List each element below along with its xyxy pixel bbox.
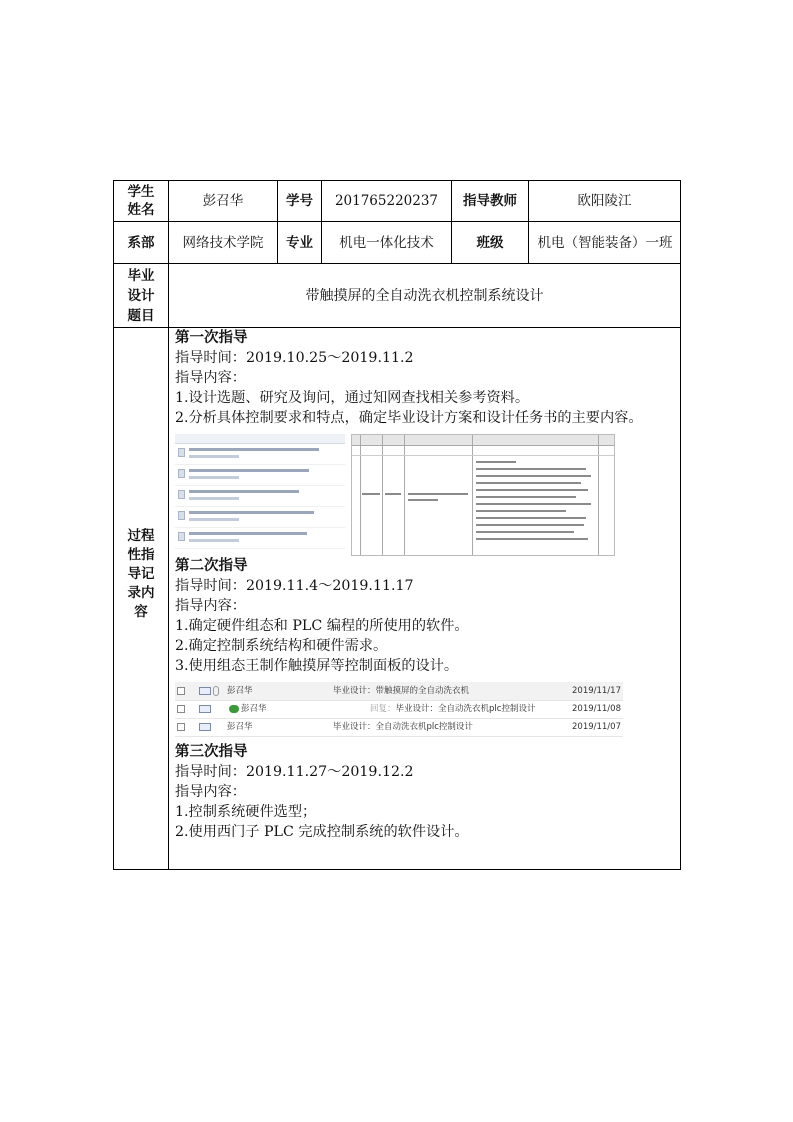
class-name: 机电（智能装备）一班 bbox=[537, 234, 673, 251]
attachment-icon bbox=[213, 686, 219, 696]
department: 网络技术学院 bbox=[182, 234, 264, 251]
attachment-item bbox=[175, 507, 345, 528]
cnki-search-screenshot bbox=[175, 434, 615, 556]
checkbox bbox=[177, 723, 185, 731]
major-label: 专业 bbox=[286, 234, 313, 251]
session-1-time: 指导时间：2019.10.25～2019.11.2 bbox=[175, 350, 414, 366]
session-3-content-label: 指导内容： bbox=[175, 784, 246, 800]
email-date: 2019/11/17 bbox=[572, 686, 621, 696]
attachment-item bbox=[175, 444, 345, 465]
session-2-item: 3.使用组态王制作触摸屏等控制面板的设计。 bbox=[175, 658, 459, 674]
student-name: 彭召华 bbox=[202, 193, 244, 209]
email-list-screenshot bbox=[175, 682, 623, 738]
envelope-icon bbox=[199, 705, 211, 713]
email-subject: 毕业设计：带触摸屏的全自动洗衣机 bbox=[333, 686, 470, 696]
session-1-content-label: 指导内容： bbox=[175, 370, 246, 386]
major: 机电一体化技术 bbox=[339, 234, 434, 251]
file-icon bbox=[178, 448, 185, 457]
session-1-heading: 第一次指导 bbox=[175, 330, 248, 346]
advisor-name: 欧阳陵江 bbox=[577, 193, 632, 209]
checkbox bbox=[177, 705, 185, 713]
session-2-time: 指导时间：2019.11.4～2019.11.17 bbox=[175, 578, 414, 594]
file-icon bbox=[178, 490, 185, 499]
attachment-item bbox=[175, 528, 345, 549]
file-icon bbox=[178, 469, 185, 478]
session-3-item: 1.控制系统硬件选型； bbox=[175, 804, 317, 820]
email-sender: 彭召华 bbox=[227, 686, 253, 696]
attachment-item bbox=[175, 465, 345, 486]
checkbox bbox=[177, 687, 185, 695]
file-icon bbox=[178, 511, 185, 520]
email-row bbox=[175, 718, 623, 737]
attachment-item bbox=[175, 486, 345, 507]
email-row bbox=[175, 682, 623, 701]
student-name-label: 学生姓名 bbox=[127, 184, 155, 218]
envelope-icon bbox=[199, 687, 211, 695]
session-2-heading: 第二次指导 bbox=[175, 558, 248, 574]
email-subject-prefix: 回复： bbox=[370, 704, 396, 714]
class-label: 班级 bbox=[476, 234, 504, 251]
email-subject: 毕业设计：全自动洗衣机plc控制设计 bbox=[395, 704, 536, 714]
session-1-item: 2.分析具体控制要求和特点，确定毕业设计方案和设计任务书的主要内容。 bbox=[175, 410, 643, 426]
attachment-list-panel bbox=[175, 434, 345, 556]
advisor-label: 指导教师 bbox=[463, 193, 517, 209]
email-date: 2019/11/07 bbox=[572, 722, 621, 732]
session-3-heading: 第三次指导 bbox=[175, 744, 248, 760]
session-3-item: 2.使用西门子 PLC 完成控制系统的软件设计。 bbox=[175, 824, 469, 840]
file-icon bbox=[178, 532, 185, 541]
session-2-content-label: 指导内容： bbox=[175, 598, 246, 614]
department-label: 系部 bbox=[127, 234, 155, 251]
envelope-icon bbox=[199, 723, 211, 731]
student-id: 201765220237 bbox=[334, 193, 439, 209]
reply-icon bbox=[229, 705, 239, 713]
record-label: 过程性指导记录内容 bbox=[127, 527, 155, 620]
session-2-item: 2.确定控制系统结构和硬件需求。 bbox=[175, 638, 388, 654]
student-id-label: 学号 bbox=[286, 193, 313, 209]
email-row bbox=[175, 700, 623, 719]
topic-label: 毕业设计题目 bbox=[127, 268, 155, 324]
email-date: 2019/11/08 bbox=[572, 704, 621, 714]
email-subject: 毕业设计：全自动洗衣机plc控制设计 bbox=[333, 722, 473, 732]
attachment-toolbar bbox=[175, 434, 345, 444]
spreadsheet-panel bbox=[351, 434, 615, 556]
guidance-records bbox=[175, 328, 680, 842]
email-sender: 彭召华 bbox=[227, 722, 253, 732]
session-3-time: 指导时间：2019.11.27～2019.12.2 bbox=[175, 764, 414, 780]
session-1-item: 1.设计选题、研究及询问，通过知网查找相关参考资料。 bbox=[175, 390, 530, 406]
topic-title: 带触摸屏的全自动洗衣机控制系统设计 bbox=[305, 287, 544, 304]
session-2-item: 1.确定硬件组态和 PLC 编程的所使用的软件。 bbox=[175, 618, 469, 634]
email-sender: 彭召华 bbox=[241, 704, 267, 714]
